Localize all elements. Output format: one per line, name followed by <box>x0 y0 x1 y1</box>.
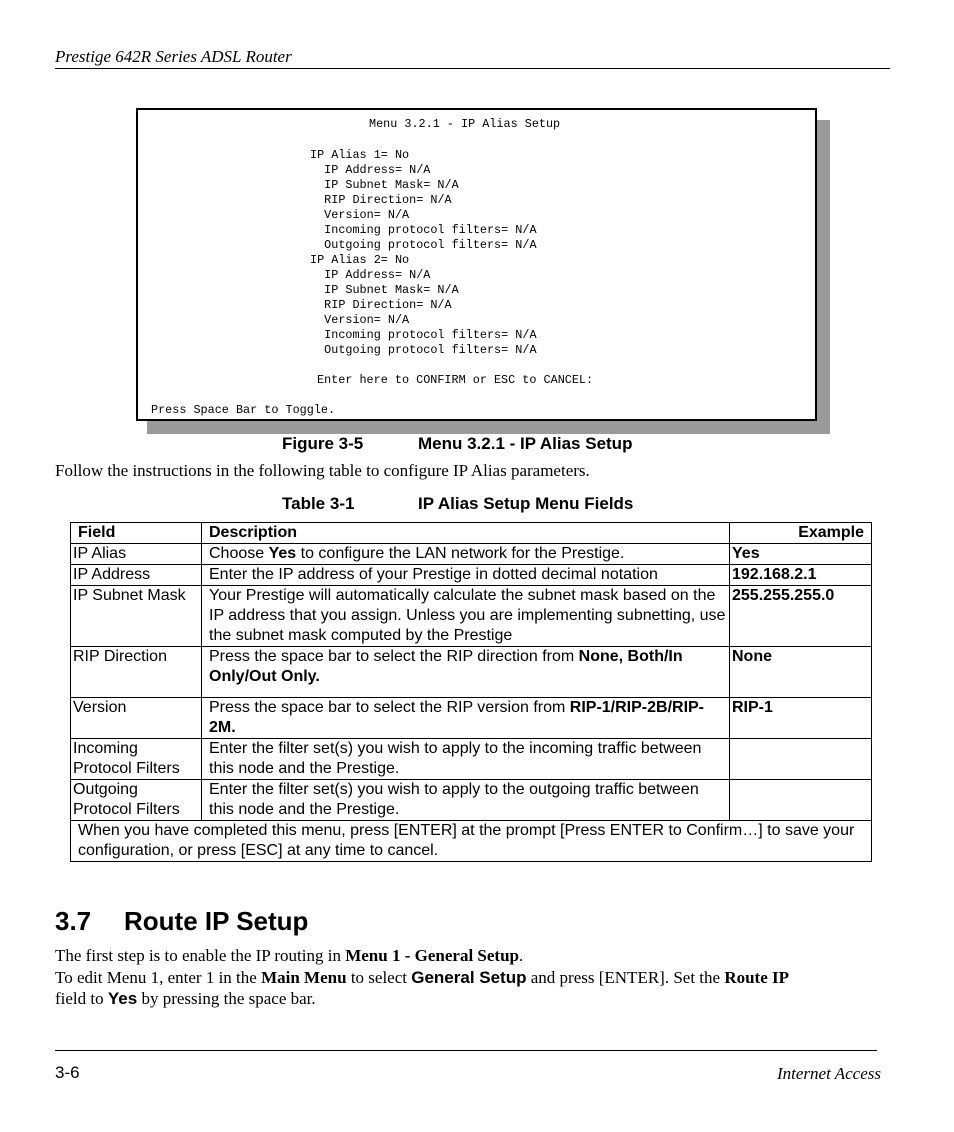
screen-fields <box>310 148 537 358</box>
cell-description <box>202 647 730 698</box>
header-field: Field <box>71 523 202 544</box>
screen-footer: Press Space Bar to Toggle. <box>151 403 336 417</box>
cell-description <box>202 698 730 739</box>
value-ref: Yes <box>107 989 138 1008</box>
cell-example: Yes <box>730 544 872 565</box>
footer-section-name: Internet Access <box>776 1064 881 1083</box>
text: To edit Menu 1, enter 1 in the <box>55 968 262 987</box>
cell-example: None <box>730 647 872 698</box>
screen-line: IP Alias 2= No <box>310 253 410 267</box>
fields-table <box>70 522 872 862</box>
text: . <box>519 946 524 965</box>
cell-field: Outgoing Protocol Filters <box>71 780 202 821</box>
section-paragraph-3 <box>55 989 316 1009</box>
text: to select <box>346 968 412 987</box>
section-paragraph-1 <box>55 946 523 966</box>
screen-line: RIP Direction= N/A <box>310 193 452 207</box>
cell-example <box>730 739 872 780</box>
description-emphasis: None, Both/In Only/Out Only. <box>209 648 683 685</box>
screen-line: IP Address= N/A <box>310 268 431 282</box>
header-rule <box>55 68 890 69</box>
description-text: Enter the filter set(s) you wish to apply to the incoming traffic between this node and the Prestige. <box>209 740 702 777</box>
screen-line: Incoming protocol filters= N/A <box>310 223 537 237</box>
menu-ref: General Setup <box>411 968 527 987</box>
screen-line: RIP Direction= N/A <box>310 298 452 312</box>
cell-example: RIP-1 <box>730 698 872 739</box>
description-emphasis: RIP-1/RIP-2B/RIP-2M. <box>209 699 705 736</box>
cell-field: Version <box>71 698 202 739</box>
figure-number: Figure 3-5 <box>282 434 364 453</box>
screen-line: Version= N/A <box>310 313 410 327</box>
menu-ref: Main Menu <box>261 968 347 987</box>
figure-title: Menu 3.2.1 - IP Alias Setup <box>418 434 633 453</box>
table-row <box>71 647 872 698</box>
table-row <box>71 780 872 821</box>
table-row <box>71 698 872 739</box>
screen-confirm-prompt: Enter here to CONFIRM or ESC to CANCEL: <box>317 373 594 387</box>
screen-line: IP Address= N/A <box>310 163 431 177</box>
table-row <box>71 544 872 565</box>
cell-description <box>202 739 730 780</box>
cell-field: IP Subnet Mask <box>71 586 202 647</box>
description-text: Choose <box>209 545 269 562</box>
terminal-screen <box>136 108 817 421</box>
description-text: Your Prestige will automatically calculate the subnet mask based on the IP address that you assign. Unless you are implementing subnetting, use the subnet mask computed by the Prestige <box>209 587 726 644</box>
description-emphasis: Yes <box>268 545 297 562</box>
text: The first step is to enable the IP routing in <box>55 946 346 965</box>
screen-line: Incoming protocol filters= N/A <box>310 328 537 342</box>
table-number: Table 3-1 <box>282 494 355 513</box>
text: and press [ENTER]. Set the <box>526 968 725 987</box>
cell-example: 192.168.2.1 <box>730 565 872 586</box>
field-ref: Route IP <box>724 968 790 987</box>
description-text: Press the space bar to select the RIP direction from <box>209 648 579 665</box>
table-note-row <box>71 821 872 862</box>
table-row <box>71 739 872 780</box>
cell-description <box>202 586 730 647</box>
description-text: Press the space bar to select the RIP version from <box>209 699 570 716</box>
description-text: to configure the LAN network for the Prestige. <box>296 545 625 562</box>
section-number: 3.7 <box>55 906 92 936</box>
cell-field: IP Address <box>71 565 202 586</box>
intro-paragraph: Follow the instructions in the following table to configure IP Alias parameters. <box>55 461 590 480</box>
screen-title: Menu 3.2.1 - IP Alias Setup <box>369 117 561 131</box>
table-row <box>71 586 872 647</box>
text: by pressing the space bar. <box>137 989 316 1008</box>
page-header-title: Prestige 642R Series ADSL Router <box>55 47 292 66</box>
screen-line: Outgoing protocol filters= N/A <box>310 343 537 357</box>
cell-description <box>202 780 730 821</box>
section-title: Route IP Setup <box>124 906 309 936</box>
description-text: Enter the IP address of your Prestige in dotted decimal notation <box>209 566 658 583</box>
cell-field: Incoming Protocol Filters <box>71 739 202 780</box>
screen-line: IP Alias 1= No <box>310 148 410 162</box>
cell-field: IP Alias <box>71 544 202 565</box>
screen-line: IP Subnet Mask= N/A <box>310 283 459 297</box>
table-header-row <box>71 523 872 544</box>
description-text: Enter the filter set(s) you wish to apply to the outgoing traffic between this node and the Prestige. <box>209 781 699 818</box>
footer-rule <box>55 1050 877 1051</box>
header-example: Example <box>730 523 872 544</box>
header-description: Description <box>202 523 730 544</box>
table-row <box>71 565 872 586</box>
cell-description <box>202 565 730 586</box>
screen-line: IP Subnet Mask= N/A <box>310 178 459 192</box>
text: field to <box>55 989 108 1008</box>
page-number: 3-6 <box>55 1063 80 1082</box>
cell-example <box>730 780 872 821</box>
menu-ref: Menu 1 - General Setup <box>345 946 519 965</box>
table-note: When you have completed this menu, press [ENTER] at the prompt [Press ENTER to Confirm…] to save your configuration, or press [ESC] at any time to cancel. <box>71 821 872 862</box>
cell-field: RIP Direction <box>71 647 202 698</box>
screen-line: Version= N/A <box>310 208 410 222</box>
cell-description <box>202 544 730 565</box>
table-title: IP Alias Setup Menu Fields <box>418 494 634 513</box>
cell-example: 255.255.255.0 <box>730 586 872 647</box>
screen-line: Outgoing protocol filters= N/A <box>310 238 537 252</box>
section-paragraph-2 <box>55 968 789 988</box>
